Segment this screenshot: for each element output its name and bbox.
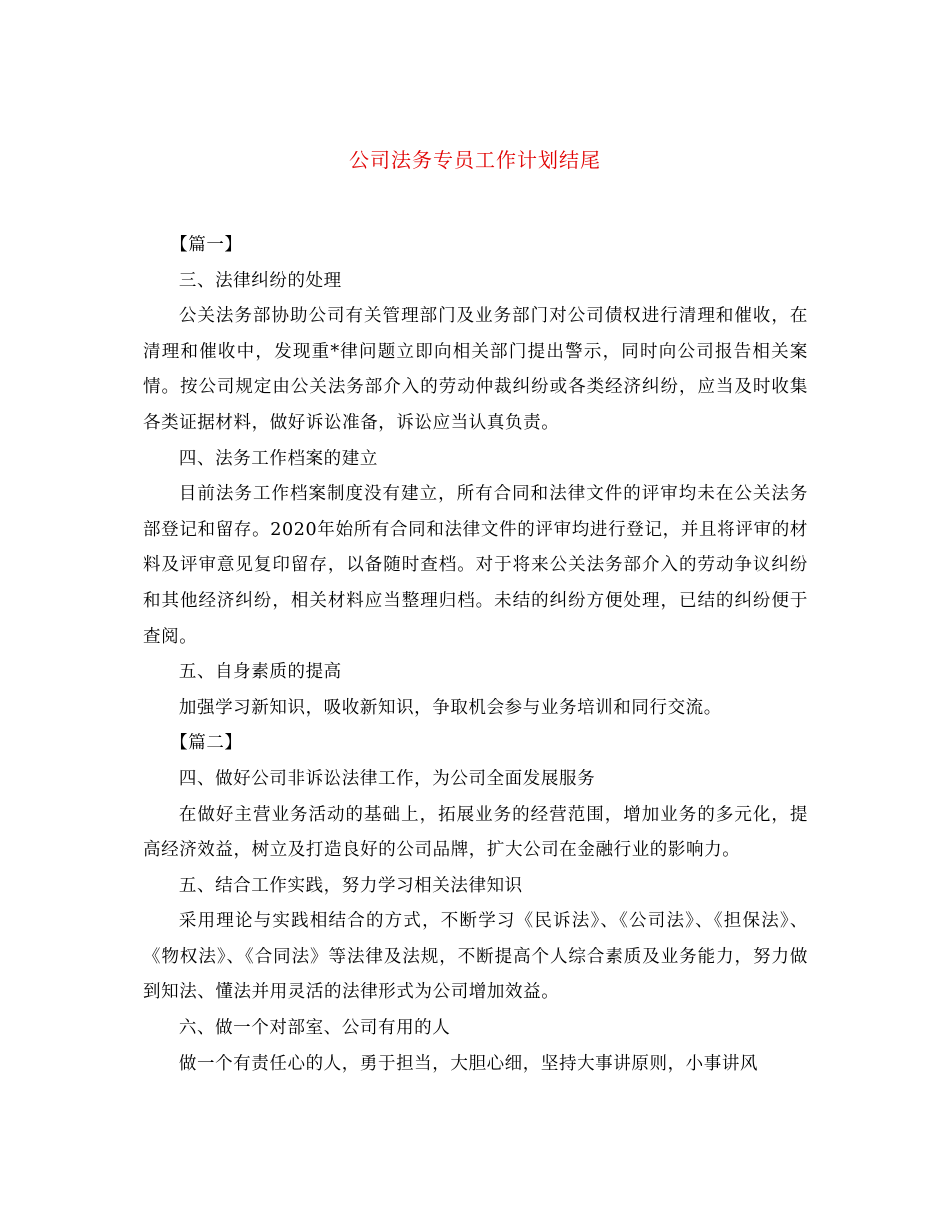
paragraph-dispute-handling: 公关法务部协助公司有关管理部门及业务部门对公司债权进行清理和催收，在清理和催收中，发现重*律问题立即向相关部门提出警示，同时向公司报告相关案情。按公司规定由公关法务部介入的劳动仲裁纠纷或各类经济纠纷，应当及时收集各类证据材料，做好诉讼准备，诉讼应当认真负责。 [143, 306, 808, 433]
paragraph-non-litigation: 在做好主营业务活动的基础上，拓展业务的经营范围，增加业务的多元化，提高经济效益，树立及打造良好的公司品牌，扩大公司在金融行业的影响力。 [143, 804, 808, 861]
heading-self-improvement: 五、自身素质的提高 [178, 662, 342, 683]
paragraph-learn-law: 采用理论与实践相结合的方式，不断学习《民诉法》、《公司法》、《担保法》、《物权法》、《合同法》等法律及法规，不断提高个人综合素质及业务能力，努力做到知法、懂法并用灵活的法律形式为公司增加效益。 [143, 911, 808, 1003]
document-body [143, 228, 808, 1082]
heading-archive-setup: 四、法务工作档案的建立 [178, 448, 378, 469]
section-marker-1: 【篇一】 [170, 235, 243, 255]
section-marker-2: 【篇二】 [170, 733, 243, 754]
heading-dispute-handling: 三、法律纠纷的处理 [178, 270, 342, 291]
paragraph-self-improvement: 加强学习新知识，吸收新知识，争取机会参与业务培训和同行交流。 [178, 697, 722, 718]
heading-non-litigation: 四、做好公司非诉讼法律工作，为公司全面发展服务 [178, 768, 596, 789]
heading-useful-person: 六、做一个对部室、公司有用的人 [178, 1018, 451, 1039]
heading-learn-law: 五、结合工作实践，努力学习相关法律知识 [178, 875, 523, 896]
paragraph-archive-setup: 目前法务工作档案制度没有建立，所有合同和法律文件的评审均未在公关法务部登记和留存。2020年始所有合同和法律文件的评审均进行登记，并且将评审的材料及评审意见复印留存，以备随时查档。对于将来公关法务部介入的劳动争议纠纷和其他经济纠纷，相关材料应当整理归档。未结的纠纷方便处理，已结的纠纷便于查阅。 [143, 484, 808, 647]
paragraph-useful-person: 做一个有责任心的人，勇于担当，大胆心细，坚持大事讲原则，小事讲风 [178, 1053, 759, 1074]
document-title: 公司法务专员工作计划结尾 [349, 148, 601, 172]
